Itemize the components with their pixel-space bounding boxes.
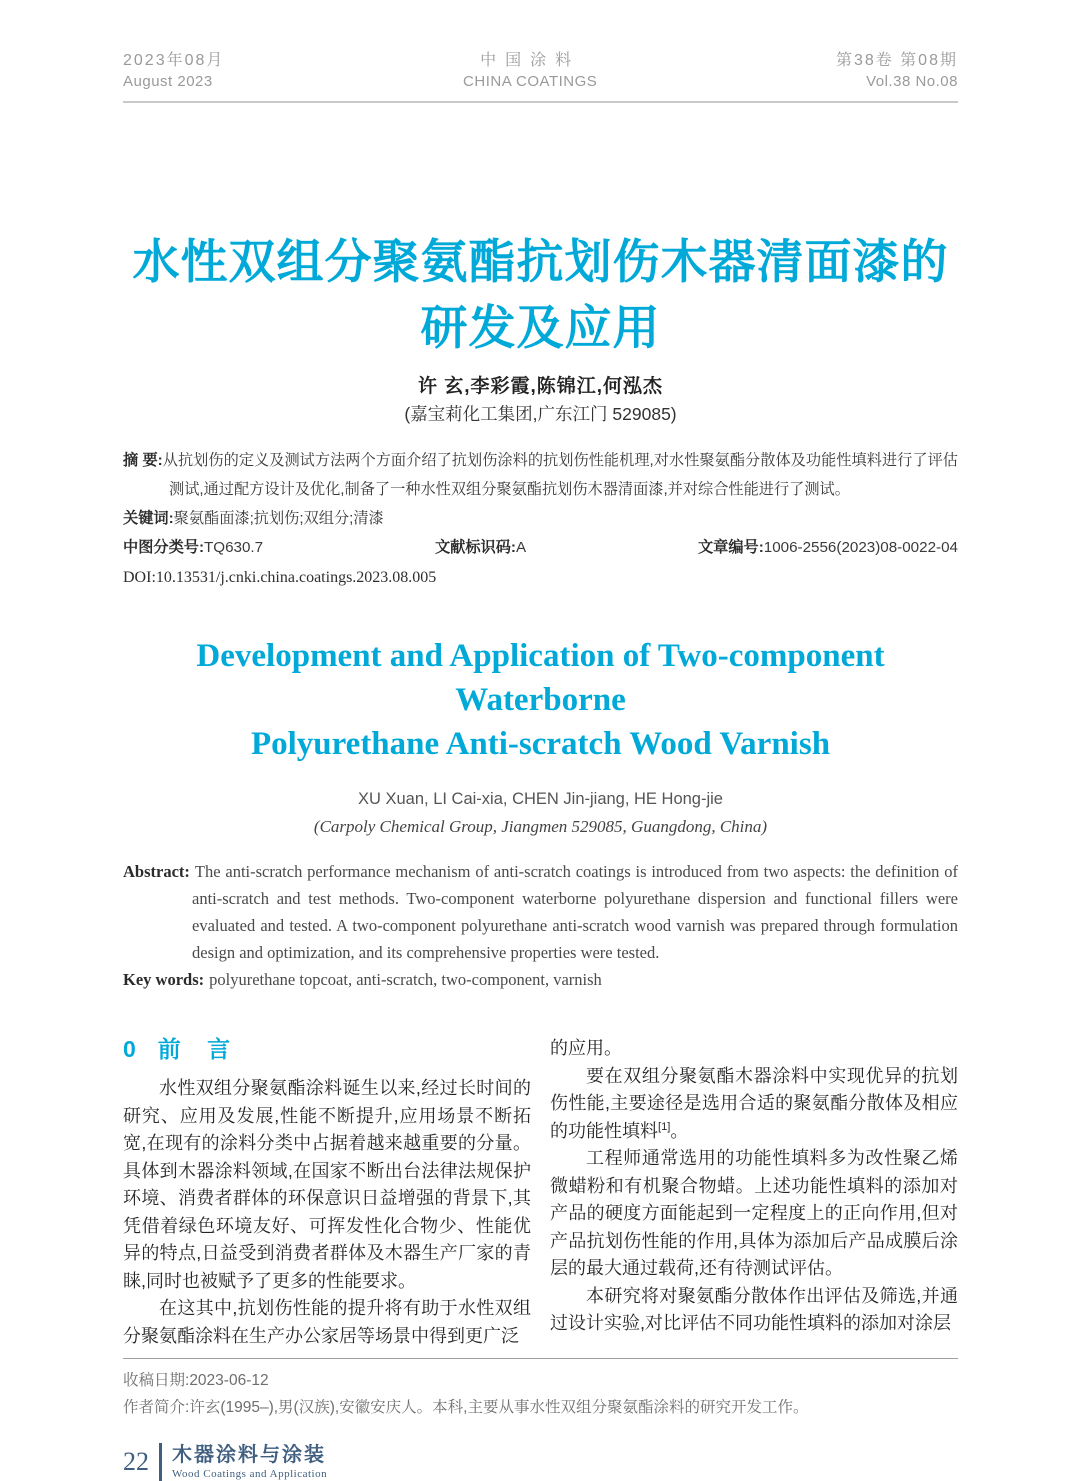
- abstract-cn-text: 从抗划伤的定义及测试方法两个方面介绍了抗划伤涂料的抗划伤性能机理,对水性聚氨酯分散体及功能性填料进行了评估测试,通过配方设计及优化,制备了一种水性双组分聚氨酯抗划伤木器清面漆,并对综合性能进行了测试。: [162, 452, 958, 498]
- citation-ref-1: [1]: [658, 1120, 671, 1133]
- journal-name-en: CHINA COATINGS: [463, 73, 598, 90]
- issue-date-cn: 2023年08月: [123, 52, 225, 69]
- paper-title-en-line2: Polyurethane Anti-scratch Wood Varnish: [250, 726, 831, 762]
- section-title: 前 言: [157, 1036, 241, 1062]
- abstract-cn: [123, 446, 958, 504]
- section-number: 0: [123, 1036, 136, 1062]
- document-code-label: 文献标识码:: [434, 539, 516, 556]
- clc-number: [123, 533, 263, 562]
- author-bio: [123, 1394, 958, 1421]
- section-heading-introduction: [123, 1035, 531, 1063]
- paragraph-intro-2: 在这其中,抗划伤性能的提升将有助于水性双组分聚氨酯涂料在生产办公家居等场景中得到更广泛: [123, 1298, 531, 1346]
- article-id: [698, 533, 958, 562]
- paragraph-intro-3-text: 要在双组分聚氨酯木器涂料中实现优异的抗划伤性能,主要途径是选用合适的聚氨酯分散体及相应的功能性填料: [550, 1065, 958, 1141]
- paper-title-cn-line1: 水性双组分聚氨酯抗划伤木器清面漆的: [132, 235, 949, 288]
- paper-title-en: [123, 634, 958, 766]
- paragraph-intro-2-continuation: 的应用。: [550, 1038, 622, 1058]
- clc-value: TQ630.7: [204, 539, 264, 556]
- issue-date-en: August 2023: [123, 73, 213, 90]
- meta-row: [123, 533, 958, 562]
- footer-section-name: [172, 1444, 327, 1481]
- paper-title-cn-line2: 研发及应用: [420, 301, 661, 354]
- doi: DOI:10.13531/j.cnki.china.coatings.2023.08.005: [123, 569, 437, 586]
- header-journal-name: [463, 50, 597, 92]
- volume-info-en: Vol.38 No.08: [866, 73, 958, 90]
- received-date: [123, 1367, 958, 1394]
- abstract-en-label: Abstract:: [123, 862, 190, 881]
- keywords-cn-label: 关键词:: [123, 510, 174, 527]
- keywords-en-text: polyurethane topcoat, anti-scratch, two-component, varnish: [209, 970, 602, 989]
- author-bio-label: 作者简介:: [123, 1399, 190, 1416]
- author-bio-value: 许玄(1995–),男(汉族),安徽安庆人。本科,主要从事水性双组分聚氨酯涂料的研究开发工作。: [189, 1399, 809, 1416]
- body-column-right: [550, 1035, 958, 1350]
- document-code-value: A: [515, 539, 527, 556]
- footnote-block: [123, 1358, 958, 1421]
- abstract-block-en: [123, 858, 958, 993]
- paper-title-en-line1: Development and Application of Two-component Waterborne: [196, 638, 885, 718]
- keywords-cn: [123, 504, 958, 533]
- header-issue-date: [123, 50, 224, 92]
- page-footer: [123, 1443, 958, 1481]
- paragraph-intro-3: [550, 1063, 958, 1146]
- paper-title-cn: [123, 229, 958, 361]
- keywords-cn-text: 聚氨酯面漆;抗划伤;双组分;清漆: [173, 510, 384, 527]
- body-column-left: [123, 1035, 531, 1350]
- footer-section-en: Wood Coatings and Application: [172, 1467, 328, 1480]
- document-code: [435, 533, 526, 562]
- journal-header: [123, 50, 958, 103]
- abstract-cn-label: 摘 要:: [123, 452, 163, 469]
- abstract-block-cn: [123, 446, 958, 590]
- received-date-value: 2023-06-12: [189, 1372, 269, 1389]
- paragraph-intro-1: 水性双组分聚氨酯涂料诞生以来,经过长时间的研究、应用及发展,性能不断提升,应用场景不断拓宽,在现有的涂料分类中占据着越来越重要的分量。具体到木器涂料领域,在国家不断出台法律法规保护环境、消费者群体的环保意识日益增强的背景下,其凭借着绿色环境友好、可挥发性化合物少、性能优异的特点,日益受到消费者群体及木器生产厂家的青睐,同时也被赋予了更多的性能要求。: [123, 1078, 531, 1291]
- page-number: 22: [123, 1447, 149, 1476]
- abstract-en-text: The anti-scratch performance mechanism of anti-scratch coatings is introduced from two aspects: the definition of anti-scratch and test methods. Two-component waterborne polyurethane dispersion and functional fillers were evaluated and tested. A two-component polyurethane anti-scratch wood varnish was prepared through formulation design and optimization, and its comprehensive properties were tested.: [192, 862, 958, 962]
- affiliation-en: (Carpoly Chemical Group, Jiangmen 529085, Guangdong, China): [313, 817, 768, 836]
- clc-label: 中图分类号:: [123, 539, 204, 556]
- abstract-en: [123, 858, 958, 966]
- body-columns: [123, 1035, 958, 1350]
- affiliation-cn: (嘉宝莉化工集团,广东江门 529085): [404, 404, 677, 424]
- paragraph-intro-5: 本研究将对聚氨酯分散体作出评估及筛选,并通过设计实验,对比评估不同功能性填料的添加对涂层: [550, 1285, 958, 1333]
- footer-section-cn: 木器涂料与涂装: [172, 1443, 326, 1466]
- journal-name-cn: 中国涂料: [480, 52, 581, 69]
- received-date-label: 收稿日期:: [123, 1372, 190, 1389]
- volume-info-cn: 第38卷 第08期: [835, 52, 958, 69]
- keywords-en-label: Key words:: [123, 970, 205, 989]
- paragraph-intro-4: 工程师通常选用的功能性填料多为改性聚乙烯微蜡粉和有机聚合物蜡。上述功能性填料的添加对产品的硬度方面能起到一定程度上的正向作用,但对产品抗划伤性能的作用,具体为添加后产品成膜后涂层的最大通过载荷,还有待测试评估。: [550, 1148, 958, 1278]
- footer-divider: [159, 1443, 162, 1481]
- authors-en: XU Xuan, LI Cai-xia, CHEN Jin-jiang, HE Hong-jie: [358, 790, 723, 808]
- article-id-value: 1006-2556(2023)08-0022-04: [763, 539, 958, 556]
- authors-cn: 许 玄,李彩霞,陈锦江,何泓杰: [417, 376, 664, 397]
- keywords-en: [123, 966, 958, 993]
- article-id-label: 文章编号:: [697, 539, 764, 556]
- paragraph-intro-3-tail: 。: [670, 1120, 689, 1141]
- header-volume-info: [836, 50, 958, 92]
